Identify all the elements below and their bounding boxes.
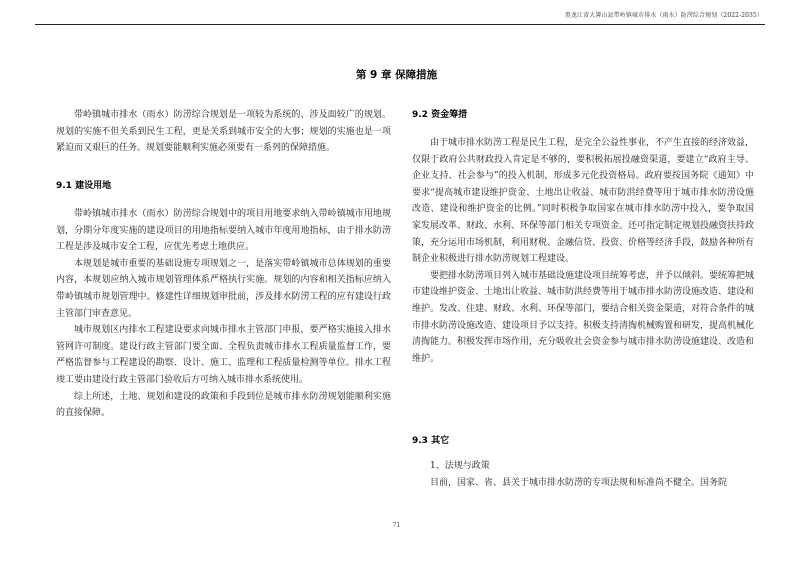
chapter-title: 第 9 章 保障措施 [355, 69, 438, 81]
s93-paragraph-1: 目前，国家、省、县关于城市排水防涝的专项法规和标准尚不健全。国务院 [430, 477, 728, 488]
section-heading-9-2: 9.2 资金筹措 [412, 110, 468, 120]
header-divider [35, 24, 765, 25]
section-heading-9-3: 9.3 其它 [412, 436, 450, 446]
s91-paragraph-1: 带岭镇城市排水（雨水）防涝综合规划中的项目用地要求纳入带岭镇城市用地规划，分期分年度实施的建设项目的用地指标要纳入城市年度用地指标，由于排水防涝工程是涉及城市安全工程，应优先考虑土地供应。 [56, 209, 391, 253]
section-heading-9-1: 9.1 建设用地 [56, 181, 112, 191]
s92-paragraph-2: 要把排水防涝项目列入城市基础设施建设项目统筹考虑，并予以倾斜。要统筹把城市建设维护资金、土地出让收益、城市防洪经费等用于城市排水防涝设施改造、建设和维护。发改、住建、财政、水利、环保等部门，要结合相关资金渠道，对符合条件的城市排水防涝设施改造、建设项目予以支持。积极支持清掏机械购置和研发，提高机械化清掏能力。积极发挥市场作用，充分吸收社会资金参与城市排水防涝设施建设、改造和维护。 [412, 270, 755, 364]
running-header: 黑龙江省大箐山县带岭镇城市排水（雨水）防涝综合规划（2022-2035） [564, 12, 763, 19]
s92-paragraph-1: 由于城市排水防涝工程是民生工程，是完全公益性事业，不产生直接的经济效益，仅限于政府公共财政投入肯定是不够的，要积极拓展投融资渠道，要建立“政府主导、企业支持、社会参与”的投入机制，形成多元化投资格局。政府要按国务院《通知》中要求“提高城市建设维护资金、土地出让收益、城市防洪经费等用于城市排水防涝设施改造、建设和维护资金的比例。”同时积极争取国家在城市排水防涝中投入，要争取国家发展改革、财政、水利、环保等部门相关专项资金。还可指定制定规划投融资扶持政策，充分运用市场机制，利用财税、金融信贷、投资、价格等经济手段，鼓励各种所有制企业积极进行排水防涝规划工程建设。 [412, 138, 755, 265]
page-number: 71 [392, 522, 401, 529]
intro-paragraph: 带岭镇城市排水（雨水）防涝综合规划是一项较为系统的、涉及面较广的规划。规划的实施不但关系到民生工程，更是关系到城市安全的大事；规划的实施也是一项紧迫而又艰巨的任务。规划要能顺利实施必须要有一系列的保障措施。 [56, 110, 391, 154]
s91-paragraph-3: 城市规划区内排水工程建设要求向城市排水主管部门申报，要严格实施接入排水管网许可制度。建设行政主管部门要全面、全程负责城市排水工程质量监督工作，要严格监督参与工程建设的勘察、设计、施工、监理和工程质量检测等单位。排水工程竣工要由建设行政主管部门验收后方可纳入城市排水系统使用。 [56, 325, 391, 385]
s91-paragraph-4: 综上所述，土地、规划和建设的政策和手段到位是城市排水防涝规划能顺利实施的直接保障。 [56, 391, 391, 419]
s93-list-item-1: 1、法规与政策 [430, 461, 490, 471]
s91-paragraph-2: 本规划是城市重要的基础设施专项规划之一，是落实带岭镇城市总体规划的重要内容，本规划应纳入城市规划管理体系严格执行实施。规划的内容和相关指标应纳入带岭镇城市规划管理中。修建性详细规划审批前，涉及排水防涝工程的应有建设行政主管部门审查意见。 [56, 258, 391, 319]
